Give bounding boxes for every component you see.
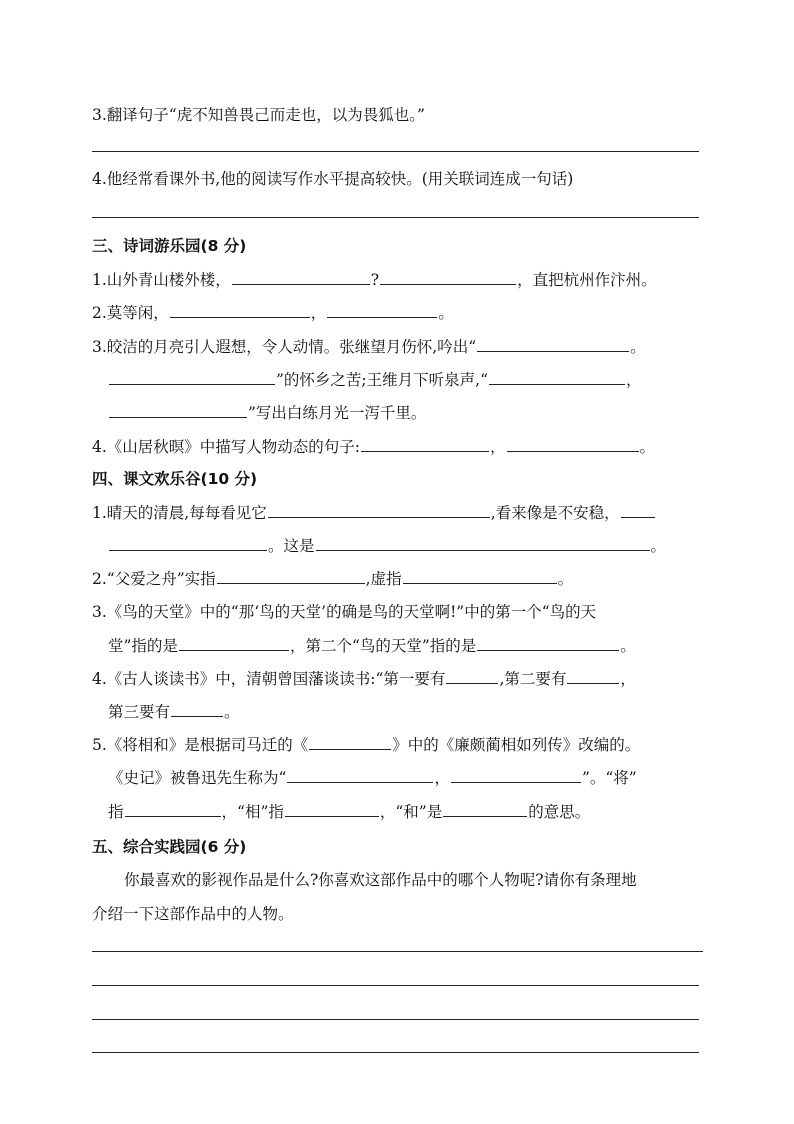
answer-line[interactable]	[92, 951, 703, 952]
question-text: 的意思。	[528, 803, 591, 821]
fill-blank[interactable]	[217, 568, 365, 584]
fill-blank[interactable]	[477, 635, 619, 651]
question-text: 。	[639, 438, 656, 456]
question-text: 指	[108, 803, 124, 821]
fill-blank[interactable]	[507, 436, 639, 452]
question-text: 。	[224, 703, 240, 721]
question-text: 5.《将相和》是根据司马迁的《	[92, 736, 309, 754]
question-4-5-cont	[108, 801, 590, 823]
fill-blank[interactable]	[446, 668, 498, 684]
question-text: 堂”指的是	[108, 637, 178, 655]
fill-blank[interactable]	[361, 436, 489, 452]
fill-blank[interactable]	[380, 269, 516, 285]
section-heading-4: 四、课文欢乐谷(10 分)	[92, 470, 258, 488]
question-text: 。	[620, 637, 636, 655]
prompt-text: 你最喜欢的影视作品是什么?你喜欢这部作品中的哪个人物呢?请你有条理地	[124, 871, 637, 889]
fill-blank[interactable]	[621, 502, 655, 518]
question-2-4: 4.他经常看课外书,他的阅读写作水平提高较快。(用关联词连成一句话)	[92, 170, 574, 188]
question-text: 4.《古人谈读书》中，清朝曾国藩谈读书:“第一要有	[92, 670, 446, 688]
question-text: 》中的《廉颇蔺相如列传》改编的。	[392, 736, 641, 754]
answer-line[interactable]	[92, 985, 699, 986]
question-text: ”。“将”	[581, 769, 637, 787]
fill-blank[interactable]	[170, 302, 310, 318]
fill-blank[interactable]	[232, 269, 370, 285]
question-text: 。	[630, 338, 646, 356]
question-text: ,虚指	[365, 570, 402, 588]
question-text: ，	[620, 670, 636, 688]
fill-blank[interactable]	[477, 336, 629, 352]
fill-blank[interactable]	[109, 369, 275, 385]
fill-blank[interactable]	[451, 767, 581, 783]
fill-blank[interactable]	[327, 302, 437, 318]
question-3-3	[92, 336, 646, 358]
fill-blank[interactable]	[567, 668, 619, 684]
question-4-5	[92, 734, 640, 756]
question-4-1	[92, 502, 656, 524]
question-text: 2.“父爱之舟”实指	[92, 570, 216, 588]
question-text: ，第二个“鸟的天堂”指的是	[289, 637, 477, 655]
fill-blank[interactable]	[443, 801, 527, 817]
question-text: ,看来像是不安稳，	[490, 504, 620, 522]
question-text: 。	[438, 304, 454, 322]
question-text: ，“相”指	[221, 803, 284, 821]
question-text: 。	[650, 537, 667, 555]
question-text: ，“和”是	[379, 803, 443, 821]
question-4-3: 3.《鸟的天堂》中的“那‘鸟的天堂’的确是鸟的天堂啊!”中的第一个“鸟的天	[92, 603, 597, 621]
question-3-1	[92, 269, 657, 291]
question-text: ?	[370, 271, 380, 289]
question-text: ,第二要有	[499, 670, 567, 688]
question-4-2	[92, 568, 573, 590]
prompt-text: 介绍一下这部作品中的人物。	[92, 905, 294, 923]
question-3-4	[92, 436, 655, 458]
question-4-4	[92, 668, 636, 690]
fill-blank[interactable]	[285, 801, 379, 817]
answer-line[interactable]	[92, 217, 699, 218]
section-heading-3: 三、诗词游乐园(8 分)	[92, 237, 247, 255]
fill-blank[interactable]	[171, 701, 223, 717]
question-text: ”的怀乡之苦;王维月下听泉声,“	[276, 371, 488, 389]
question-text: ，	[626, 371, 642, 389]
question-4-1-cont	[108, 535, 666, 557]
fill-blank[interactable]	[316, 535, 650, 551]
section-heading-5: 五、综合实践园(6 分)	[92, 838, 247, 856]
fill-blank[interactable]	[309, 734, 391, 750]
question-text: 。	[557, 570, 574, 588]
fill-blank[interactable]	[287, 767, 433, 783]
question-text: 1.晴天的清晨,每每看见它	[92, 504, 267, 522]
answer-line[interactable]	[92, 1019, 699, 1020]
question-text: ，	[434, 769, 450, 787]
question-3-3-cont	[108, 402, 426, 424]
question-3-3-cont	[108, 369, 642, 391]
question-text: ，	[490, 438, 506, 456]
fill-blank[interactable]	[179, 635, 289, 651]
question-text: ，	[310, 304, 327, 322]
fill-blank[interactable]	[109, 402, 247, 418]
fill-blank[interactable]	[403, 568, 557, 584]
question-text: 。这是	[268, 537, 315, 555]
question-3-2	[92, 302, 454, 324]
question-text: 《史记》被鲁迅先生称为“	[108, 769, 287, 787]
question-text: 第三要有	[108, 703, 171, 721]
question-text: 4.《山居秋暝》中描写人物动态的句子:	[92, 438, 361, 456]
question-4-3-cont	[108, 635, 636, 657]
fill-blank[interactable]	[109, 535, 267, 551]
answer-line[interactable]	[92, 151, 699, 152]
question-text: ，直把杭州作汴州。	[517, 271, 657, 289]
question-4-4-cont	[108, 701, 240, 723]
question-2-3: 3.翻译句子“虎不知兽畏己而走也，以为畏狐也。”	[92, 106, 425, 124]
fill-blank[interactable]	[125, 801, 221, 817]
fill-blank[interactable]	[489, 369, 625, 385]
question-text: 2.莫等闲，	[92, 304, 169, 322]
question-text: ”写出白练月光一泻千里。	[248, 404, 427, 422]
question-text: 3.皎洁的月亮引人遐想，令人动情。张继望月伤怀,吟出“	[92, 338, 477, 356]
question-text: 1.山外青山楼外楼，	[92, 271, 231, 289]
answer-line[interactable]	[92, 1052, 699, 1053]
fill-blank[interactable]	[268, 502, 490, 518]
question-4-5-cont	[108, 767, 637, 789]
